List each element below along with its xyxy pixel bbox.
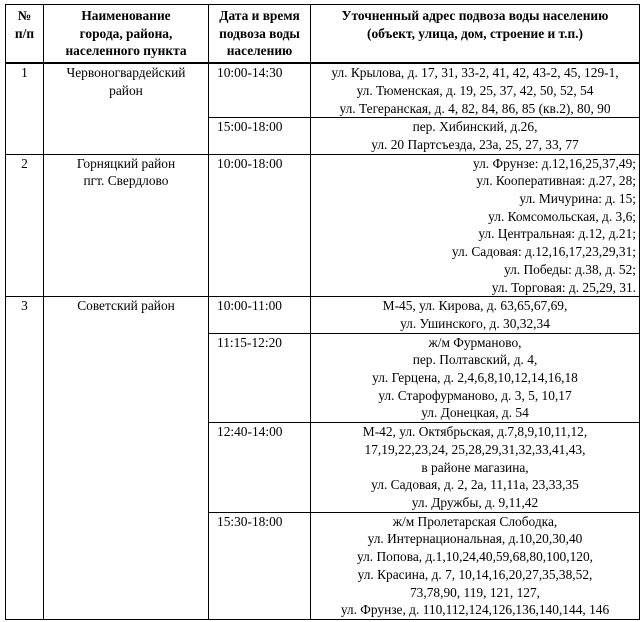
address-list — [311, 154, 640, 297]
address-list — [311, 512, 640, 619]
address-line: ул. Кооперативная: д.27, 28; — [476, 173, 636, 189]
district-name-text: Горняцкий район пгт. Свердлово — [76, 155, 176, 189]
address-list — [311, 333, 640, 423]
address-line: ул. Герцена, д. 2,4,6,8,10,12,14,16,18 — [372, 370, 578, 386]
address-line: ул. Центральная: д.12, д.21; — [478, 226, 636, 242]
header-num-text: № п/п — [14, 8, 35, 41]
district-name-text: Советский район — [77, 298, 175, 314]
address-line: ул. Мичурина: д. 15; — [519, 191, 636, 207]
table-row — [6, 297, 640, 333]
row-number-text: 1 — [21, 65, 28, 81]
header-time-text: Дата и время подвоза воды населению — [219, 8, 300, 59]
address-line: ул. Фрунзе, д. 110,112,124,126,136,140,144, 146 — [340, 602, 610, 618]
delivery-time — [209, 423, 311, 513]
address-line: ул. Садовая: д.12,16,17,23,29,31; — [451, 244, 636, 260]
address-line: ул. Дружбы, д. 9,11,42 — [411, 494, 539, 510]
address-line: ул. Интернациональная, д.10,20,30,40 — [367, 531, 583, 547]
address-list — [311, 423, 640, 513]
address-line: ул. Победы: д.38, д. 52; — [504, 261, 636, 277]
table-body — [6, 63, 640, 619]
address-list — [311, 63, 640, 118]
row-number — [6, 154, 44, 297]
row-number-text: 2 — [21, 155, 28, 171]
row-number — [6, 63, 44, 154]
address-line: ул. Торговая: д. 25,29, 31. — [491, 279, 636, 295]
address-line: ул. Попова, д.1,10,24,40,59,68,80,100,120, — [357, 549, 593, 565]
address-line: ул. 20 Партсъезда, 23а, 25, 27, 33, 77 — [371, 136, 579, 152]
header-time — [209, 5, 311, 64]
address-line: ул. Садовая, д. 2, 2а, 11,11а, 23,33,35 — [371, 477, 579, 493]
address-line: ж/м Фурманово, — [428, 334, 522, 350]
row-number-text: 3 — [21, 298, 28, 314]
header-address-text: Уточненный адрес подвоза воды населению (объект, улица, дом, строение и т.п.) — [341, 8, 609, 41]
address-line: ул. Крылова, д. 17, 31, 33-2, 41, 42, 43-2, 45, 129-1, — [331, 65, 619, 81]
address-line: в районе магазина, — [421, 459, 529, 475]
address-line: М-42, ул. Октябрьская, д.7,8,9,10,11,12, — [362, 424, 588, 440]
address-line: ул. Донецкая, д. 54 — [421, 405, 529, 421]
row-number — [6, 297, 44, 620]
table-row — [6, 154, 640, 297]
address-list — [311, 297, 640, 333]
header-name — [44, 5, 209, 64]
address-line: пер. Хибинский, д.26, — [412, 119, 538, 135]
address-line: М-45, ул. Кирова, д. 63,65,67,69, — [382, 298, 568, 314]
address-line: 73,78,90, 119, 121, 127, — [409, 584, 541, 600]
address-line: ул. Тюменская, д. 19, 25, 37, 42, 50, 52, 54 — [356, 82, 594, 98]
delivery-time — [209, 333, 311, 423]
delivery-time — [209, 118, 311, 154]
header-row — [6, 5, 640, 64]
delivery-time-text: 11:15-12:20 — [217, 334, 282, 350]
table-header — [6, 5, 640, 64]
delivery-time — [209, 63, 311, 118]
header-name-text: Наименование города, района, населенного пункта — [65, 8, 187, 59]
address-line: ж/м Пролетарская Слободка, — [392, 513, 558, 529]
address-line: ул. Комсомольская, д. 3,6; — [488, 208, 636, 224]
delivery-time-text: 12:40-14:00 — [217, 424, 283, 440]
delivery-time-text: 10:00-18:00 — [217, 155, 283, 171]
district-name — [44, 154, 209, 297]
address-line: ул. Красина, д. 7, 10,14,16,20,27,35,38,52, — [357, 566, 593, 582]
address-line: 17,19,22,23,24, 25,28,29,31,32,33,41,43, — [364, 441, 586, 457]
address-line: пер. Полтавский, д. 4, — [412, 352, 538, 368]
delivery-time-text: 10:00-14:30 — [217, 65, 283, 81]
water-delivery-table — [5, 4, 640, 620]
header-address — [311, 5, 640, 64]
district-name-text: Червоногвардейский район — [66, 65, 186, 98]
address-line: ул. Ушинского, д. 30,32,34 — [400, 315, 550, 331]
delivery-time-text: 10:00-11:00 — [217, 298, 282, 314]
table-row — [6, 63, 640, 118]
delivery-time-text: 15:00-18:00 — [217, 119, 283, 135]
district-name — [44, 297, 209, 620]
delivery-time-text: 15:30-18:00 — [217, 513, 283, 529]
district-name — [44, 63, 209, 154]
address-list — [311, 118, 640, 154]
delivery-time — [209, 297, 311, 333]
delivery-time — [209, 154, 311, 297]
address-line: ул. Тегеранская, д. 4, 82, 84, 86, 85 (кв.2), 80, 90 — [339, 100, 611, 116]
address-line: ул. Фрунзе: д.12,16,25,37,49; — [473, 155, 636, 171]
header-num — [6, 5, 44, 64]
delivery-time — [209, 512, 311, 619]
address-line: ул. Старофурманово, д. 3, 5, 10,17 — [378, 387, 572, 403]
